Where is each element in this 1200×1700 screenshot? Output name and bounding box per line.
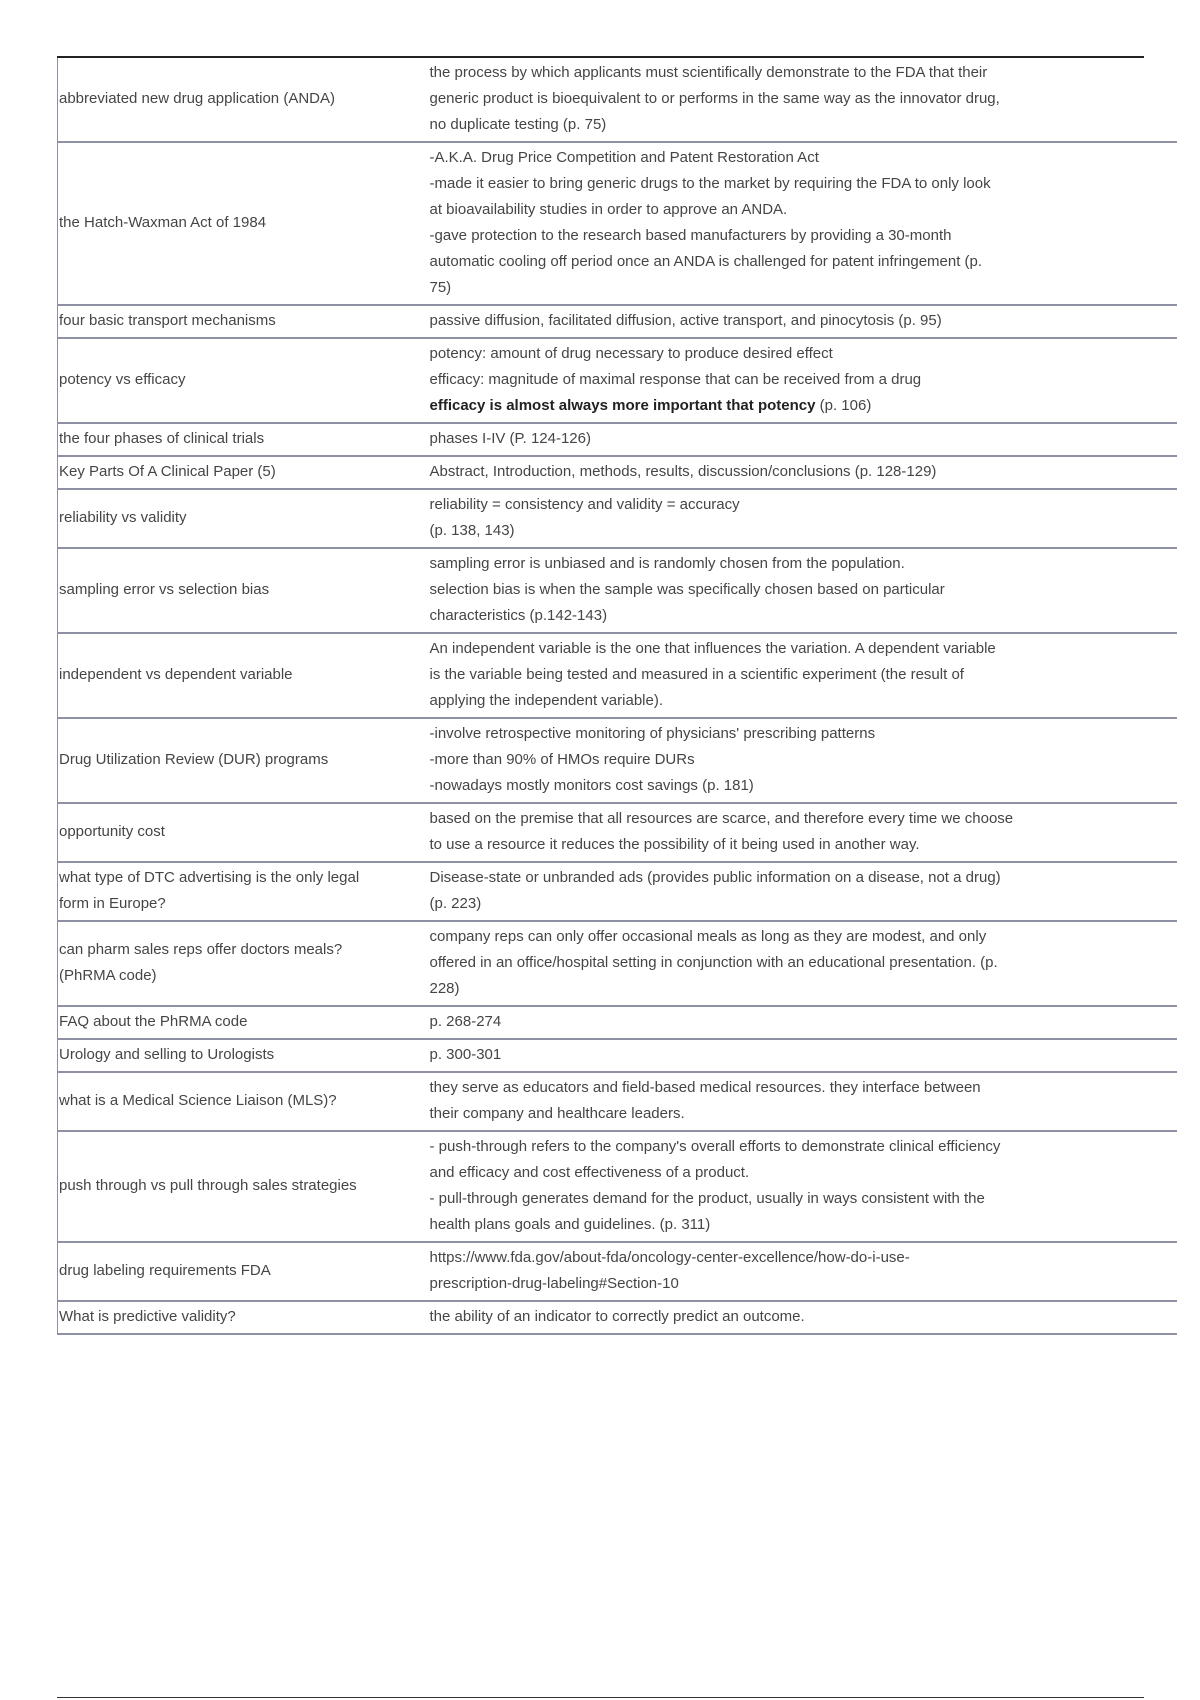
table-row (58, 1242, 1177, 1301)
flashcard-table (57, 58, 1177, 1335)
definition-line: applying the independent variable). (429, 692, 664, 709)
definition-cell (406, 548, 1177, 633)
emphasis-tail: (p. 106) (815, 397, 872, 414)
definition-line: Disease-state or unbranded ads (provides public information on a disease, not a drug) (429, 869, 1001, 886)
term-cell: FAQ about the PhRMA code (58, 1006, 406, 1039)
term-cell: what type of DTC advertising is the only legal form in Europe? (58, 862, 406, 921)
table-row (58, 1072, 1177, 1131)
definition-line: -A.K.A. Drug Price Competition and Patent Restoration Act (429, 149, 819, 166)
emphasis-text: efficacy is almost always more important that potency (429, 397, 816, 414)
definition-cell (406, 803, 1177, 862)
definition-line: at bioavailability studies in order to approve an ANDA. (429, 201, 788, 218)
term-cell: independent vs dependent variable (58, 633, 406, 718)
definition-line: (p. 138, 143) (429, 522, 515, 539)
definition-cell (406, 489, 1177, 548)
definition-line: 228) (429, 980, 460, 997)
flashcard-rows (58, 58, 1177, 1334)
definition-line: Abstract, Introduction, methods, results, discussion/conclusions (p. 128-129) (429, 463, 937, 480)
definition-cell (406, 1301, 1177, 1334)
term-cell: abbreviated new drug application (ANDA) (58, 58, 406, 142)
table-row (58, 921, 1177, 1006)
term-cell: Key Parts Of A Clinical Paper (5) (58, 456, 406, 489)
definition-line: phases I-IV (P. 124-126) (429, 430, 591, 447)
term-cell: drug labeling requirements FDA (58, 1242, 406, 1301)
definition-cell (406, 921, 1177, 1006)
definition-line: https://www.fda.gov/about-fda/oncology-center-excellence/how-do-i-use- (429, 1249, 910, 1266)
table-row (58, 1131, 1177, 1242)
term-cell: reliability vs validity (58, 489, 406, 548)
definition-line: health plans goals and guidelines. (p. 311) (429, 1216, 711, 1233)
term-cell: what is a Medical Science Liaison (MLS)? (58, 1072, 406, 1131)
definition-line: - push-through refers to the company's overall efforts to demonstrate clinical efficiency (429, 1138, 1001, 1155)
definition-line: the process by which applicants must scientifically demonstrate to the FDA that their (429, 64, 988, 81)
table-row (58, 548, 1177, 633)
definition-line: -made it easier to bring generic drugs to the market by requiring the FDA to only look (429, 175, 991, 192)
term-cell: push through vs pull through sales strategies (58, 1131, 406, 1242)
definition-line: -involve retrospective monitoring of physicians' prescribing patterns (429, 725, 876, 742)
bottom-rule (57, 1697, 1144, 1698)
table-row (58, 489, 1177, 548)
definition-line: An independent variable is the one that influences the variation. A dependent variable (429, 640, 996, 657)
term-cell: Urology and selling to Urologists (58, 1039, 406, 1072)
definition-line: potency: amount of drug necessary to produce desired effect (429, 345, 833, 362)
definition-line: selection bias is when the sample was specifically chosen based on particular (429, 581, 945, 598)
definition-cell (406, 58, 1177, 142)
term-cell: opportunity cost (58, 803, 406, 862)
definition-line: offered in an office/hospital setting in conjunction with an educational presentation. (p. (429, 954, 998, 971)
definition-cell (406, 1072, 1177, 1131)
definition-line: efficacy: magnitude of maximal response that can be received from a drug (429, 371, 922, 388)
definition-cell (406, 1006, 1177, 1039)
definition-line: -more than 90% of HMOs require DURs (429, 751, 695, 768)
definition-cell (406, 338, 1177, 423)
definition-line: - pull-through generates demand for the product, usually in ways consistent with the (429, 1190, 985, 1207)
definition-line: (p. 223) (429, 895, 482, 912)
definition-line: and efficacy and cost effectiveness of a product. (429, 1164, 750, 1181)
definition-line: reliability = consistency and validity = accuracy (429, 496, 740, 513)
term-cell: What is predictive validity? (58, 1301, 406, 1334)
table-row (58, 142, 1177, 305)
table-row (58, 456, 1177, 489)
definition-cell (406, 423, 1177, 456)
definition-line: -nowadays mostly monitors cost savings (p. 181) (429, 777, 754, 794)
definition-line: their company and healthcare leaders. (429, 1105, 685, 1122)
table-row (58, 1301, 1177, 1334)
table-row (58, 633, 1177, 718)
definition-cell (406, 862, 1177, 921)
table-row (58, 305, 1177, 338)
definition-line: generic product is bioequivalent to or performs in the same way as the innovator drug, (429, 90, 1000, 107)
term-cell: four basic transport mechanisms (58, 305, 406, 338)
term-cell: potency vs efficacy (58, 338, 406, 423)
definition-line: sampling error is unbiased and is randomly chosen from the population. (429, 555, 905, 572)
definition-cell (406, 305, 1177, 338)
definition-line: the ability of an indicator to correctly predict an outcome. (429, 1308, 805, 1325)
table-row (58, 423, 1177, 456)
definition-cell (406, 1131, 1177, 1242)
definition-cell (406, 633, 1177, 718)
definition-cell (406, 1242, 1177, 1301)
table-row (58, 718, 1177, 803)
definition-line: company reps can only offer occasional meals as long as they are modest, and only (429, 928, 987, 945)
term-cell: the four phases of clinical trials (58, 423, 406, 456)
term-cell: the Hatch-Waxman Act of 1984 (58, 142, 406, 305)
table-row (58, 862, 1177, 921)
definition-cell (406, 1039, 1177, 1072)
definition-line: automatic cooling off period once an ANDA is challenged for patent infringement (p. (429, 253, 983, 270)
term-cell: sampling error vs selection bias (58, 548, 406, 633)
table-row (58, 338, 1177, 423)
definition-line: 75) (429, 279, 452, 296)
definition-line: they serve as educators and field-based medical resources. they interface between (429, 1079, 981, 1096)
definition-line: p. 300-301 (429, 1046, 502, 1063)
table-row (58, 1006, 1177, 1039)
table-row (58, 58, 1177, 142)
table-row (58, 1039, 1177, 1072)
definition-line: no duplicate testing (p. 75) (429, 116, 607, 133)
definition-cell (406, 142, 1177, 305)
definition-line: characteristics (p.142-143) (429, 607, 608, 624)
definition-line: -gave protection to the research based manufacturers by providing a 30-month (429, 227, 952, 244)
definition-line: passive diffusion, facilitated diffusion, active transport, and pinocytosis (p. 95) (429, 312, 942, 329)
definition-cell (406, 718, 1177, 803)
definition-line: prescription-drug-labeling#Section-10 (429, 1275, 679, 1292)
term-cell: Drug Utilization Review (DUR) programs (58, 718, 406, 803)
definition-line: to use a resource it reduces the possibility of it being used in another way. (429, 836, 920, 853)
table-row (58, 803, 1177, 862)
definition-line-emphasis (430, 393, 1087, 419)
definition-line: is the variable being tested and measured in a scientific experiment (the result of (429, 666, 964, 683)
definition-line: p. 268-274 (429, 1013, 502, 1030)
definition-line: based on the premise that all resources are scarce, and therefore every time we choose (429, 810, 1014, 827)
definition-cell (406, 456, 1177, 489)
term-cell: can pharm sales reps offer doctors meals? (PhRMA code) (58, 921, 406, 1006)
